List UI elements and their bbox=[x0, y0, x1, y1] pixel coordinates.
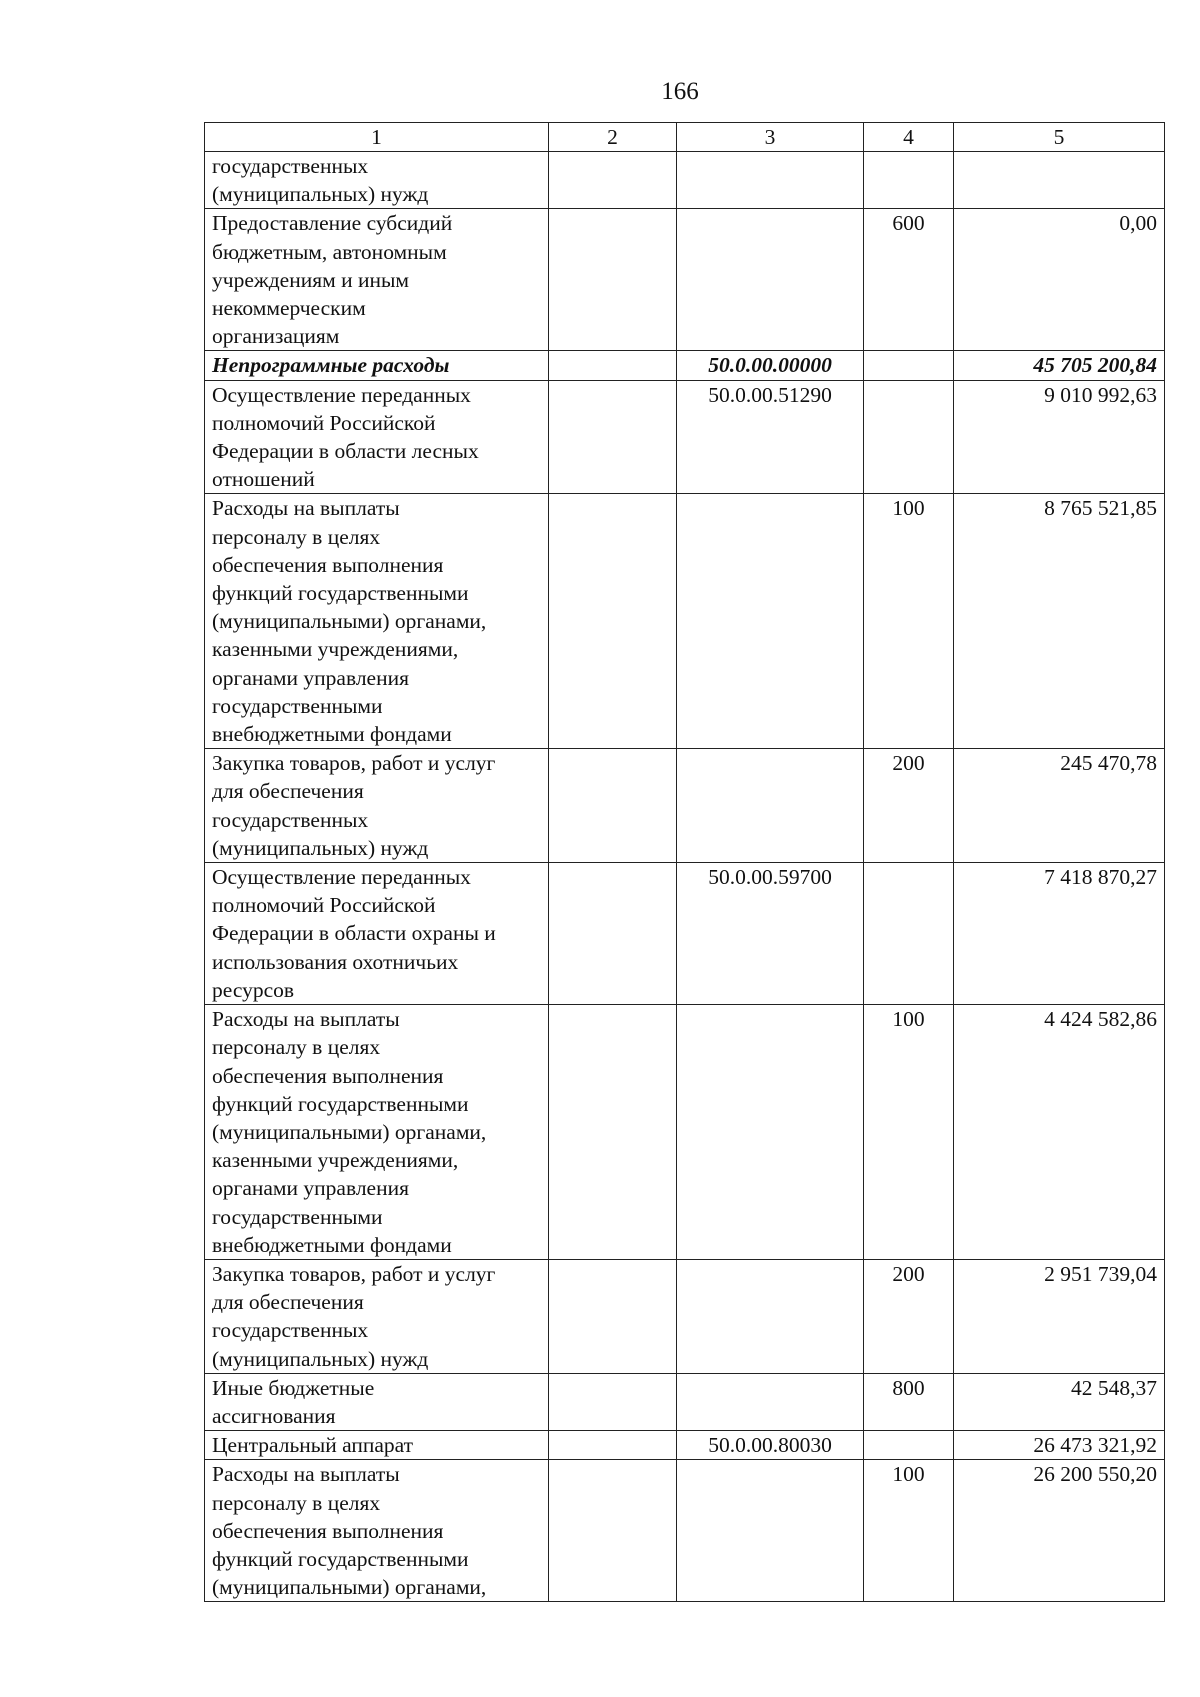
expense-name-cell: Закупка товаров, работ и услуг для обеспечения государственных (муниципальных) нужд bbox=[205, 749, 549, 863]
target-article-code-cell bbox=[677, 494, 864, 749]
table-row bbox=[205, 1460, 1165, 1602]
amount-cell: 0,00 bbox=[954, 209, 1165, 351]
expense-name-cell: Осуществление переданных полномочий Российской Федерации в области охраны и использования охотничьих ресурсов bbox=[205, 863, 549, 1005]
expense-name-cell: Непрограммные расходы bbox=[205, 351, 549, 380]
expense-type-code-cell: 100 bbox=[864, 494, 954, 749]
expense-name-cell: Иные бюджетные ассигнования bbox=[205, 1373, 549, 1430]
expense-type-code-cell: 200 bbox=[864, 1259, 954, 1373]
target-article-code-cell bbox=[677, 152, 864, 209]
column-2-cell bbox=[549, 380, 677, 494]
column-2-cell bbox=[549, 152, 677, 209]
target-article-code-cell bbox=[677, 1259, 864, 1373]
target-article-code-cell: 50.0.00.00000 bbox=[677, 351, 864, 380]
expense-name-cell: Расходы на выплаты персоналу в целях обеспечения выполнения функций государственными (муниципальными) органами, казенными учреждениями, органами управления государственными внебюджетными фондами bbox=[205, 1005, 549, 1260]
expense-name-cell: Осуществление переданных полномочий Российской Федерации в области лесных отношений bbox=[205, 380, 549, 494]
expense-type-code-cell: 200 bbox=[864, 749, 954, 863]
expense-name-cell: Расходы на выплаты персоналу в целях обеспечения выполнения функций государственными (муниципальными) органами, казенными учреждениями, органами управления государственными внебюджетными фондами bbox=[205, 494, 549, 749]
target-article-code-cell: 50.0.00.80030 bbox=[677, 1431, 864, 1460]
column-2-cell bbox=[549, 1373, 677, 1430]
amount-cell: 245 470,78 bbox=[954, 749, 1165, 863]
page-number: 166 bbox=[661, 78, 699, 105]
expense-type-code-cell: 600 bbox=[864, 209, 954, 351]
target-article-code-cell bbox=[677, 1460, 864, 1602]
column-2-cell bbox=[549, 351, 677, 380]
expense-type-code-cell: 100 bbox=[864, 1005, 954, 1260]
amount-cell: 2 951 739,04 bbox=[954, 1259, 1165, 1373]
amount-cell: 8 765 521,85 bbox=[954, 494, 1165, 749]
table-row bbox=[205, 152, 1165, 209]
table-row bbox=[205, 351, 1165, 380]
amount-cell: 4 424 582,86 bbox=[954, 1005, 1165, 1260]
column-2-cell bbox=[549, 1005, 677, 1260]
target-article-code-cell bbox=[677, 209, 864, 351]
table-row bbox=[205, 1373, 1165, 1430]
column-2-cell bbox=[549, 1259, 677, 1373]
expense-name-cell: государственных (муниципальных) нужд bbox=[205, 152, 549, 209]
column-2-cell bbox=[549, 1460, 677, 1602]
expense-type-code-cell: 800 bbox=[864, 1373, 954, 1430]
column-header-1: 1 bbox=[205, 123, 549, 152]
target-article-code-cell bbox=[677, 1373, 864, 1430]
table-row bbox=[205, 863, 1165, 1005]
column-2-cell bbox=[549, 209, 677, 351]
amount-cell: 45 705 200,84 bbox=[954, 351, 1165, 380]
target-article-code-cell: 50.0.00.51290 bbox=[677, 380, 864, 494]
table-row bbox=[205, 1005, 1165, 1260]
column-2-cell bbox=[549, 494, 677, 749]
expense-type-code-cell bbox=[864, 863, 954, 1005]
column-2-cell bbox=[549, 749, 677, 863]
table-row bbox=[205, 380, 1165, 494]
column-2-cell bbox=[549, 863, 677, 1005]
amount-cell: 9 010 992,63 bbox=[954, 380, 1165, 494]
target-article-code-cell bbox=[677, 1005, 864, 1260]
table-header-row bbox=[205, 123, 1165, 152]
amount-cell: 26 200 550,20 bbox=[954, 1460, 1165, 1602]
amount-cell: 42 548,37 bbox=[954, 1373, 1165, 1430]
target-article-code-cell bbox=[677, 749, 864, 863]
amount-cell bbox=[954, 152, 1165, 209]
column-2-cell bbox=[549, 1431, 677, 1460]
column-header-3: 3 bbox=[677, 123, 864, 152]
column-header-5: 5 bbox=[954, 123, 1165, 152]
expense-type-code-cell: 100 bbox=[864, 1460, 954, 1602]
expense-name-cell: Расходы на выплаты персоналу в целях обеспечения выполнения функций государственными (муниципальными) органами, bbox=[205, 1460, 549, 1602]
target-article-code-cell: 50.0.00.59700 bbox=[677, 863, 864, 1005]
table-row bbox=[205, 1259, 1165, 1373]
expense-type-code-cell bbox=[864, 152, 954, 209]
amount-cell: 26 473 321,92 bbox=[954, 1431, 1165, 1460]
column-header-4: 4 bbox=[864, 123, 954, 152]
table-row bbox=[205, 209, 1165, 351]
expense-name-cell: Центральный аппарат bbox=[205, 1431, 549, 1460]
expense-type-code-cell bbox=[864, 380, 954, 494]
expense-type-code-cell bbox=[864, 1431, 954, 1460]
column-header-2: 2 bbox=[549, 123, 677, 152]
table-row bbox=[205, 494, 1165, 749]
amount-cell: 7 418 870,27 bbox=[954, 863, 1165, 1005]
expense-type-code-cell bbox=[864, 351, 954, 380]
budget-table bbox=[204, 122, 1165, 1602]
table-row bbox=[205, 1431, 1165, 1460]
table-row bbox=[205, 749, 1165, 863]
expense-name-cell: Предоставление субсидий бюджетным, автономным учреждениям и иным некоммерческим организациям bbox=[205, 209, 549, 351]
expense-name-cell: Закупка товаров, работ и услуг для обеспечения государственных (муниципальных) нужд bbox=[205, 1259, 549, 1373]
